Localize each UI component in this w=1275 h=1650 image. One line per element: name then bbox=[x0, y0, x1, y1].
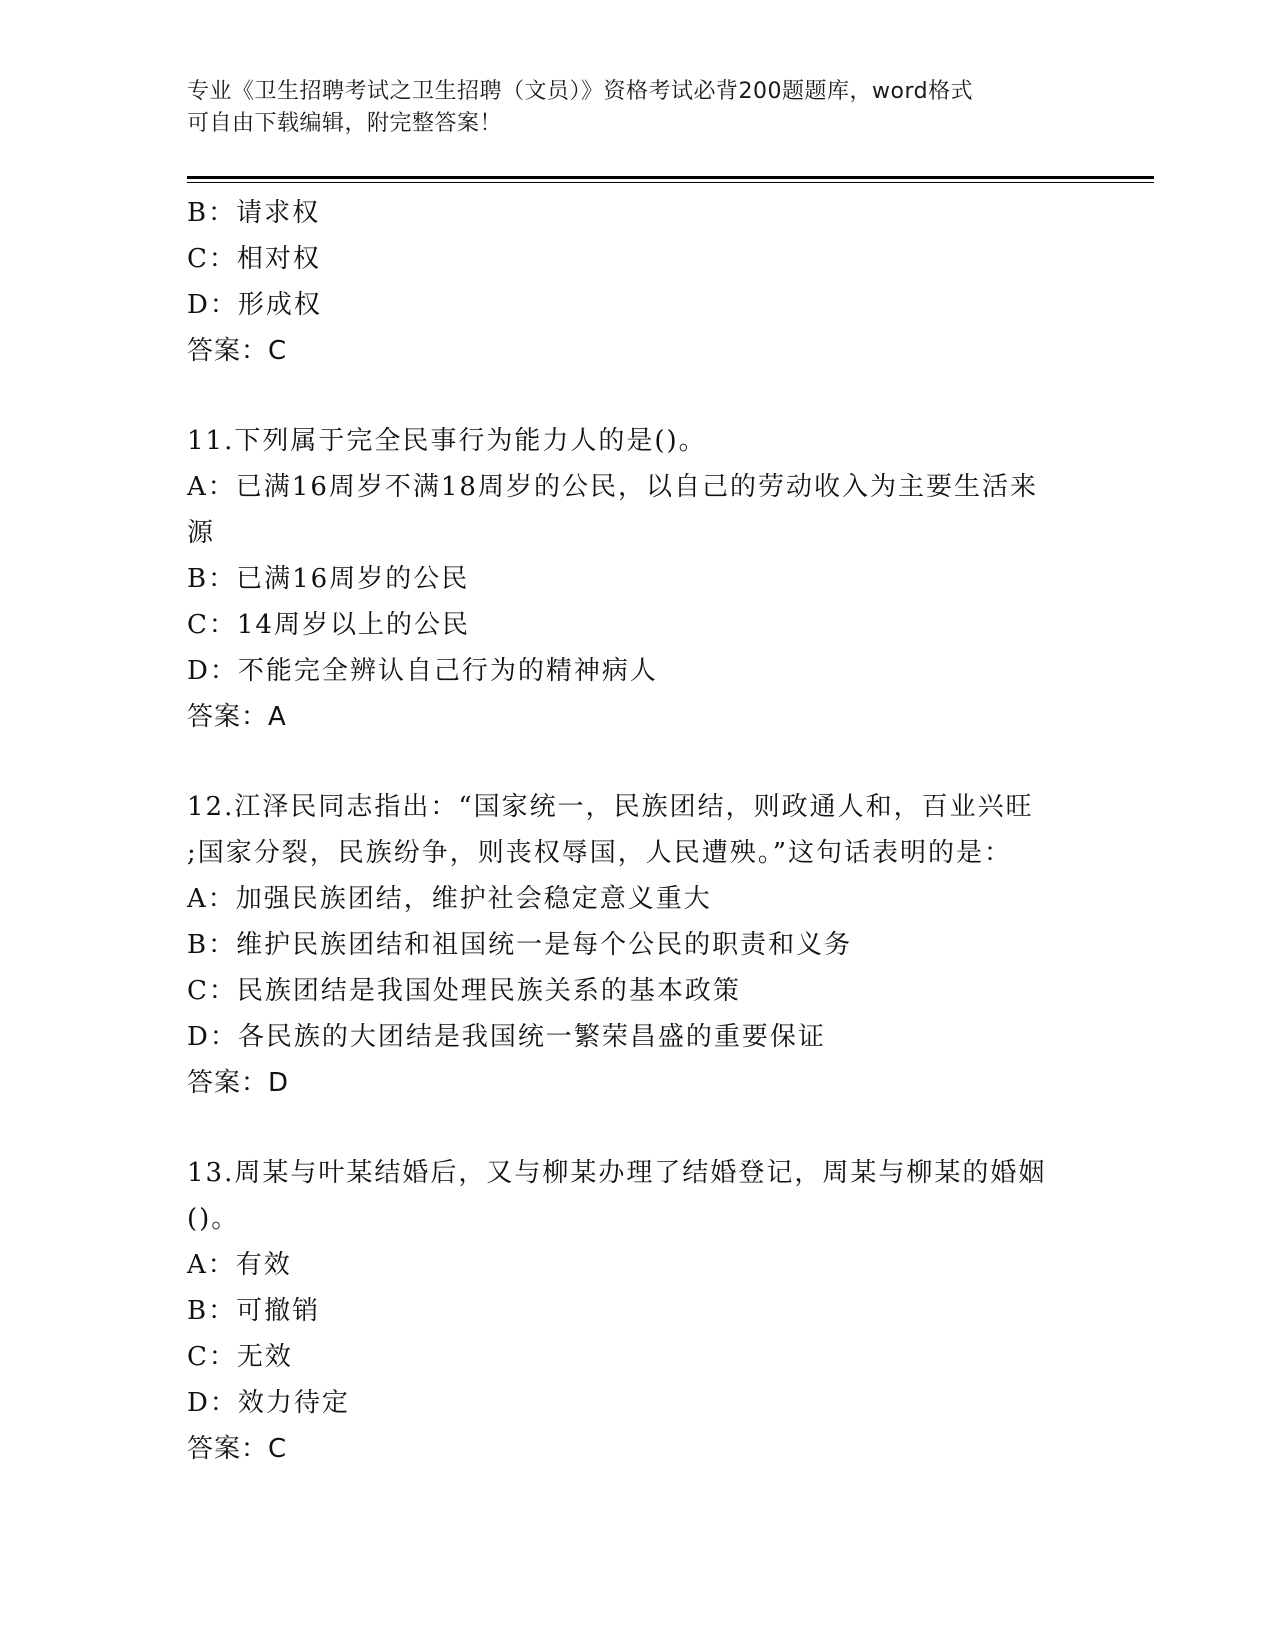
option-c: C：相对权 bbox=[187, 244, 321, 274]
option-b: B：维护民族团结和祖国统一是每个公民的职责和义务 bbox=[187, 930, 853, 960]
document-header bbox=[187, 76, 1087, 140]
option-d: D：不能完全辨认自己行为的精神病人 bbox=[187, 656, 658, 686]
question-text-line-2: ()。 bbox=[187, 1204, 240, 1234]
header-rule-thin bbox=[187, 182, 1154, 183]
answer: 答案：A bbox=[187, 702, 287, 732]
question-10 bbox=[187, 190, 1087, 374]
option-d: D：形成权 bbox=[187, 290, 322, 320]
spacer bbox=[187, 1106, 1087, 1150]
option-a: A：加强民族团结，维护社会稳定意义重大 bbox=[187, 884, 712, 914]
question-text-line-1: 12.江泽民同志指出：“国家统一，民族团结，则政通人和，百业兴旺 bbox=[187, 792, 1034, 822]
header-rule-thick bbox=[187, 176, 1154, 179]
spacer bbox=[187, 374, 1087, 418]
option-c: C：民族团结是我国处理民族关系的基本政策 bbox=[187, 976, 741, 1006]
answer: 答案：D bbox=[187, 1068, 290, 1098]
option-d: D：效力待定 bbox=[187, 1388, 350, 1418]
option-a: A：已满16周岁不满18周岁的公民，以自己的劳动收入为主要生活来 bbox=[187, 472, 1038, 502]
question-list bbox=[187, 190, 1087, 1472]
option-c: C：无效 bbox=[187, 1342, 293, 1372]
option-b: B：请求权 bbox=[187, 198, 321, 228]
question-text: 11.下列属于完全民事行为能力人的是()。 bbox=[187, 426, 707, 456]
question-11 bbox=[187, 418, 1087, 740]
option-a: A：有效 bbox=[187, 1250, 292, 1280]
spacer bbox=[187, 740, 1087, 784]
option-b: B：可撤销 bbox=[187, 1296, 321, 1326]
answer: 答案：C bbox=[187, 336, 288, 366]
answer: 答案：C bbox=[187, 1434, 288, 1464]
option-a-continued: 源 bbox=[187, 518, 216, 548]
option-c: C：14周岁以上的公民 bbox=[187, 610, 470, 640]
option-b: B：已满16周岁的公民 bbox=[187, 564, 470, 594]
question-text-line-1: 13.周某与叶某结婚后，又与柳某办理了结婚登记，周某与柳某的婚姻 bbox=[187, 1158, 1047, 1188]
header-line-2: 可自由下载编辑，附完整答案！ bbox=[187, 111, 503, 136]
question-12 bbox=[187, 784, 1087, 1106]
option-d: D：各民族的大团结是我国统一繁荣昌盛的重要保证 bbox=[187, 1022, 826, 1052]
question-text-line-2: ;国家分裂，民族纷争，则丧权辱国，人民遭殃。”这句话表明的是： bbox=[187, 838, 1013, 868]
header-line-1: 专业《卫生招聘考试之卫生招聘（文员）》资格考试必背200题题库，word格式 bbox=[187, 79, 974, 104]
question-13 bbox=[187, 1150, 1087, 1472]
